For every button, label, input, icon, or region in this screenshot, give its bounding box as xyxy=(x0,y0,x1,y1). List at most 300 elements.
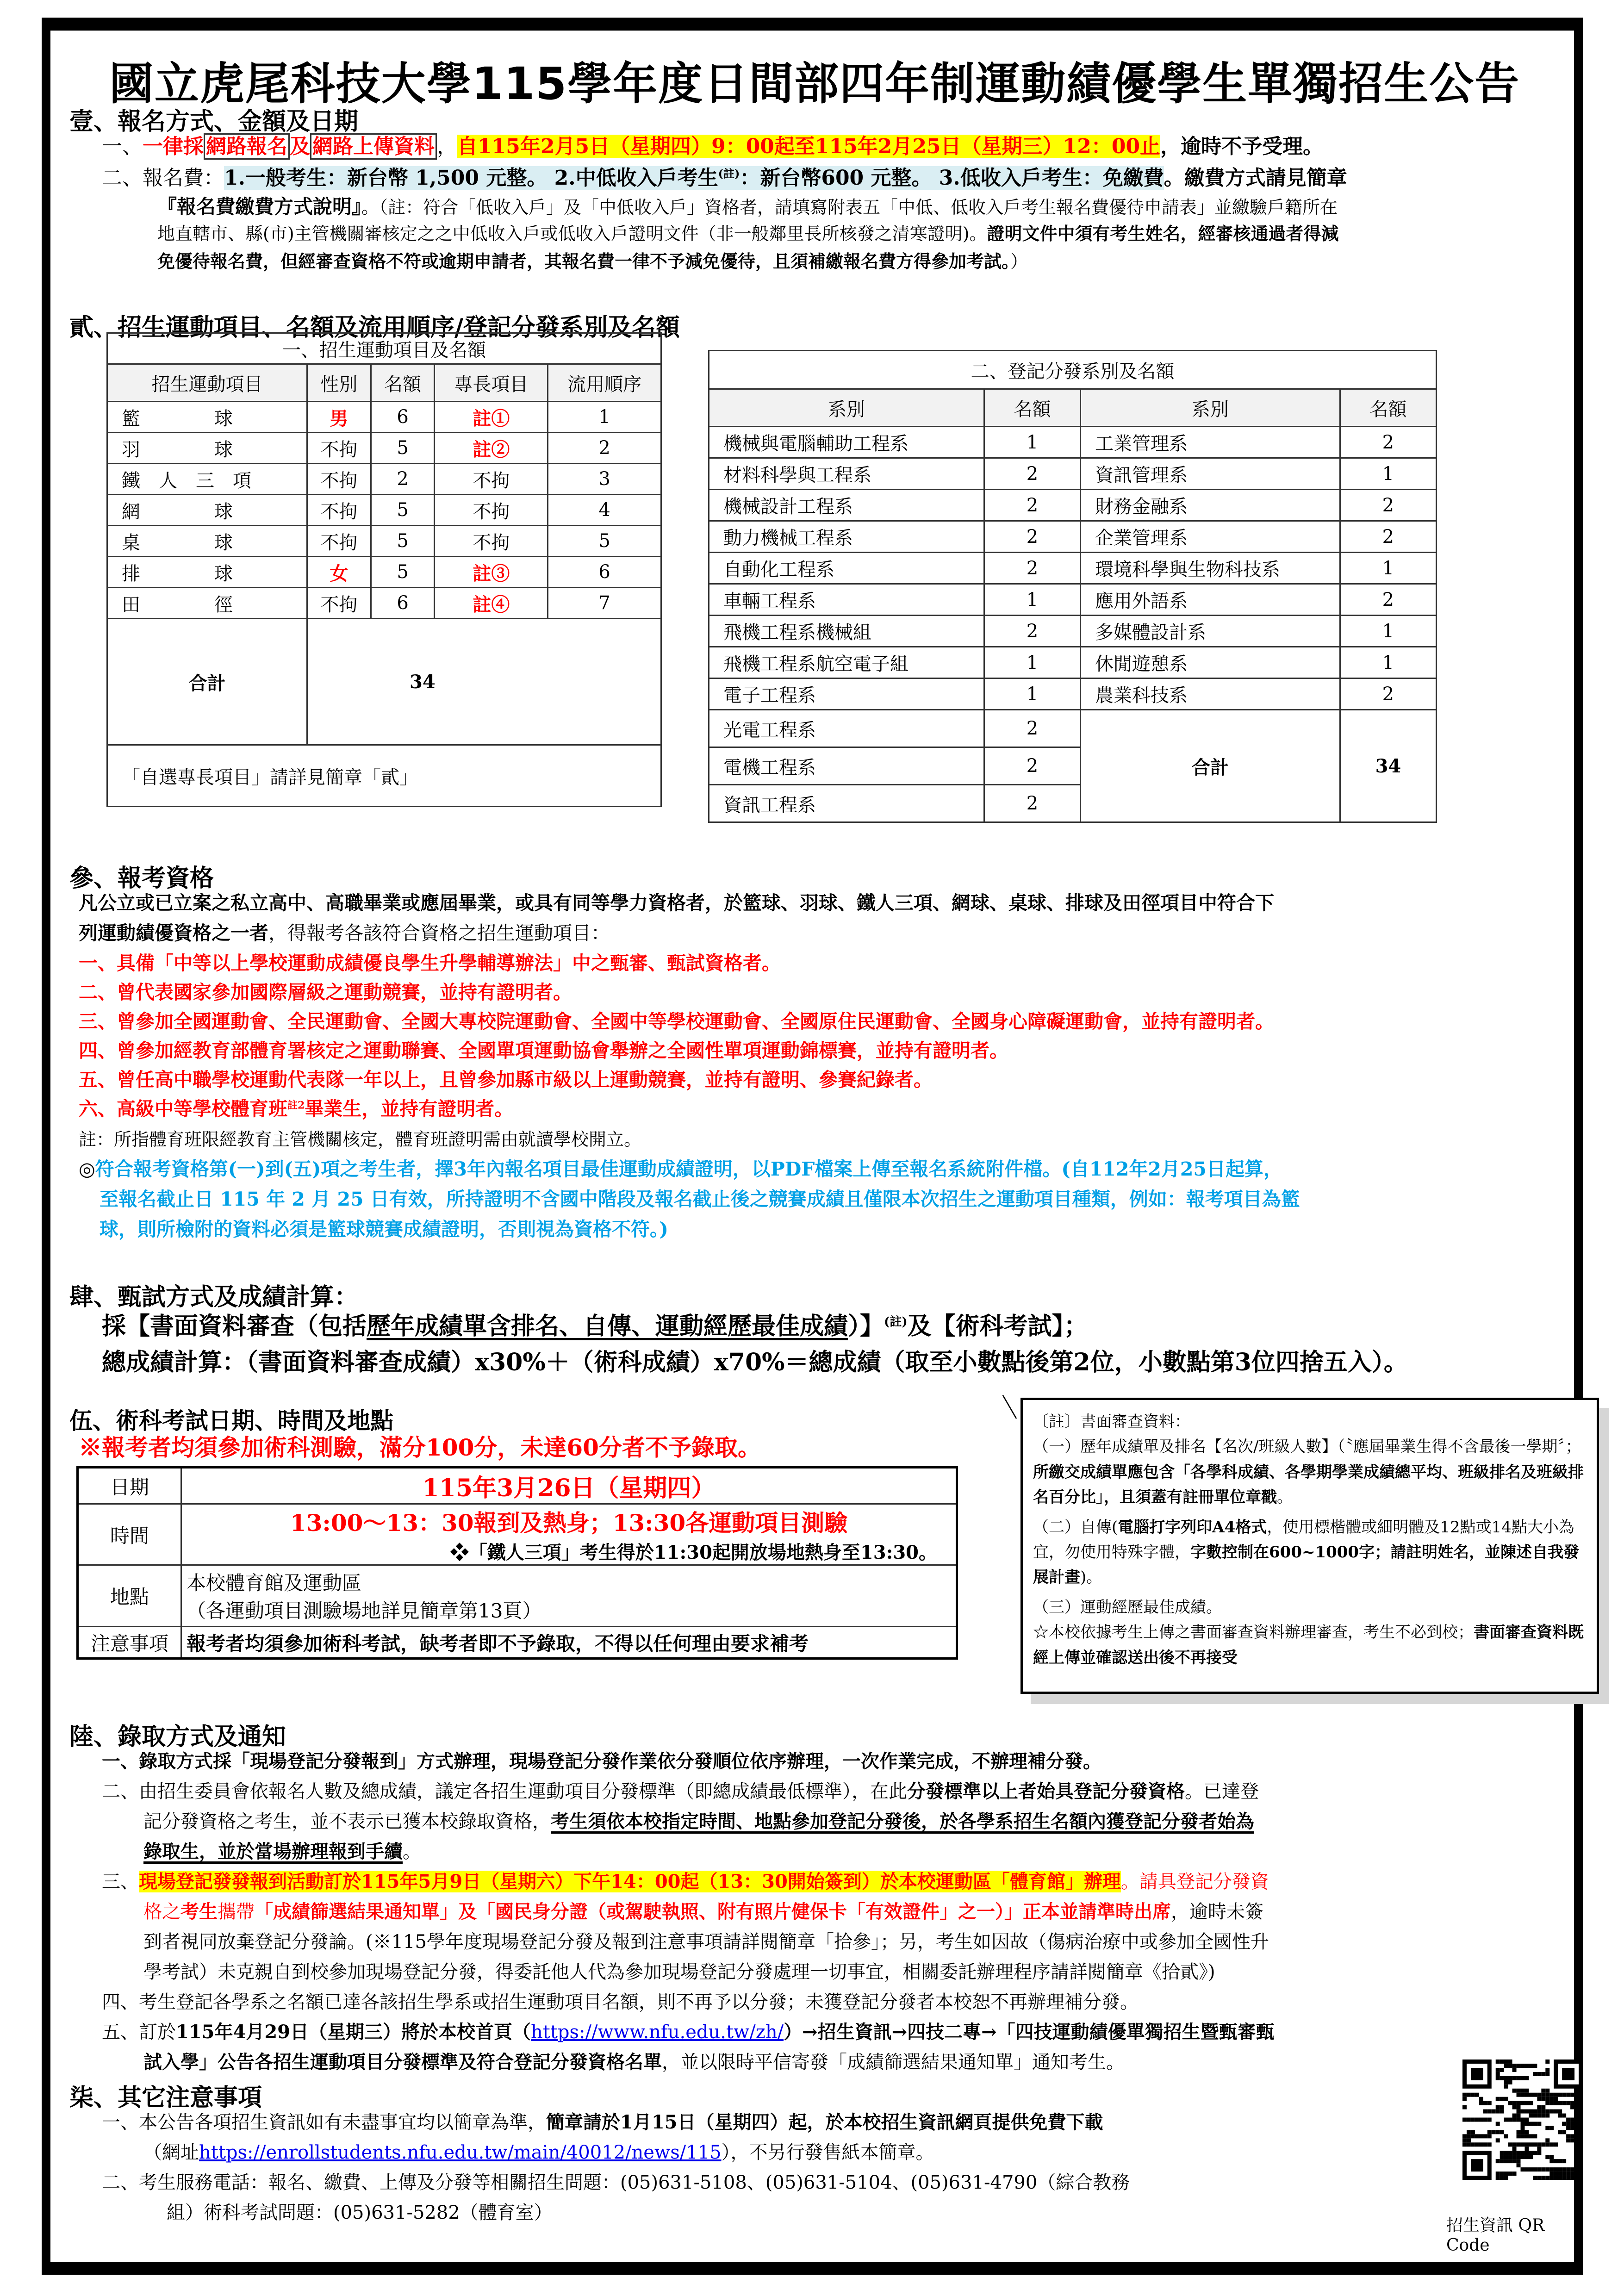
qr-module xyxy=(1574,2122,1579,2126)
qr-module xyxy=(1487,2130,1492,2134)
sec7-item-2: 二、考生服務電話：報名、繳費、上傳及分發等相關招生問題：(05)631-5108、(05)631-5104、(05)631-4790（綜合教務 xyxy=(102,2172,1130,2193)
qr-module xyxy=(1496,2130,1500,2134)
qr-module xyxy=(1558,2114,1562,2118)
nfu-homepage-link[interactable]: https://www.nfu.edu.tw/zh/ xyxy=(531,2022,784,2043)
sec6-item-4: 四、考生登記各學系之名額已達各該招生學系或招生運動項目名額，則不再予以分發；未獲登記分發者本校恕不再辦理補分發。 xyxy=(102,1991,1139,2013)
sec6-item-1: 一、錄取方式採「現場登記分發報到」方式辦理，現場登記分發作業依分發順位依序辦理，一次作業完成，不辦理補分發。 xyxy=(102,1750,1101,1772)
sports-table-footnote: 「自選專長項目」請詳見簡章「貳」 xyxy=(107,745,661,807)
qr-module xyxy=(1545,2060,1549,2064)
dept-table-row xyxy=(709,427,1437,458)
sports-table-row xyxy=(107,433,661,464)
sport-name: 排 球 xyxy=(107,557,307,588)
qr-module xyxy=(1504,2151,1508,2155)
qr-module xyxy=(1496,2076,1500,2080)
exam-place-value: 本校體育館及運動區 xyxy=(187,1572,362,1594)
qr-module xyxy=(1541,2176,1545,2180)
sport-gender: 不拘 xyxy=(307,433,371,464)
dept-name: 動力機械工程系 xyxy=(709,521,984,553)
qr-module xyxy=(1541,2072,1545,2076)
qr-module xyxy=(1529,2093,1533,2097)
qr-module xyxy=(1487,2109,1492,2114)
qr-module xyxy=(1504,2159,1508,2163)
header-order: 流用順序 xyxy=(548,364,661,402)
qr-module xyxy=(1508,2101,1512,2105)
sec1-item2-line3: 地直轄市、縣(市)主管機關審核定之之中低收入戶或低收入戶證明文件（非一般鄰里長所核發之清寒證明)。證明文件中須有考生姓名，經審核通過者得減 xyxy=(157,223,1339,244)
dept-table-row xyxy=(709,490,1437,521)
dept-table-row xyxy=(709,458,1437,490)
sec6-item-2-line2: 記分發資格之考生，並不表示已獲本校錄取資格，考生須依本校指定時間、地點參加登記分發後，於各學系招生名額內獲登記分發者始為 xyxy=(143,1811,1254,1832)
qr-module xyxy=(1512,2089,1517,2093)
sec3-note: 註：所指體育班限經教育主管機關核定，體育班證明需由就讀學校開立。 xyxy=(79,1129,642,1150)
qr-code-label: 招生資訊 QR Code xyxy=(1446,2216,1545,2255)
qr-module xyxy=(1533,2134,1537,2138)
qr-module xyxy=(1517,2114,1521,2118)
dept-quota: 2 xyxy=(1340,584,1436,616)
qr-module xyxy=(1471,2159,1483,2172)
sports-table-row xyxy=(107,557,661,588)
qr-module xyxy=(1558,2101,1562,2105)
exam-place-label: 地點 xyxy=(78,1565,181,1627)
sport-name: 羽 球 xyxy=(107,433,307,464)
qr-module xyxy=(1462,2118,1467,2122)
dept-quota: 2 xyxy=(984,710,1080,747)
qr-module xyxy=(1529,2122,1533,2126)
header-dept-right: 系別 xyxy=(1081,389,1340,427)
sport-name: 網 球 xyxy=(107,495,307,526)
qr-module xyxy=(1500,2060,1504,2064)
qr-module xyxy=(1545,2155,1549,2159)
qr-module xyxy=(1496,2138,1500,2142)
sec1-item2: 二、報名費：1.一般考生：新台幣 1,500 元整。 2.中低收入戶考生$^{(註)}$：新台幣600 元整。 3.低收入戶考生：免繳費。繳費方式請見簡章 xyxy=(102,166,1347,190)
qr-module xyxy=(1496,2072,1500,2076)
qr-module xyxy=(1521,2122,1525,2126)
qr-module xyxy=(1496,2122,1500,2126)
dept-table-row xyxy=(709,647,1437,678)
dept-quota: 2 xyxy=(984,553,1080,584)
qr-module xyxy=(1549,2176,1554,2180)
page-title: 國立虎尾科技大學115學年度日間部四年制運動績優學生單獨招生公告 xyxy=(109,58,1520,110)
qr-module xyxy=(1517,2105,1521,2109)
qr-module xyxy=(1570,2093,1574,2097)
qr-module xyxy=(1533,2142,1537,2147)
section-6-heading: 陸、錄取方式及通知 xyxy=(69,1723,286,1751)
qr-module xyxy=(1517,2109,1521,2114)
qr-module xyxy=(1549,2172,1554,2176)
qr-module xyxy=(1562,2101,1566,2105)
qr-module xyxy=(1496,2097,1500,2101)
qr-module xyxy=(1521,2093,1525,2097)
qr-module xyxy=(1579,2114,1583,2118)
qr-module xyxy=(1508,2118,1512,2122)
header-quota-right: 名額 xyxy=(1340,389,1436,427)
qr-module xyxy=(1504,2118,1508,2122)
qr-module xyxy=(1562,2114,1566,2118)
qr-module xyxy=(1508,2142,1512,2147)
dept-quota: 2 xyxy=(984,458,1080,490)
dept-name: 材料科學與工程系 xyxy=(709,458,984,490)
qr-module xyxy=(1558,2159,1562,2163)
qr-module xyxy=(1512,2064,1517,2068)
dept-name: 飛機工程系機械組 xyxy=(709,616,984,647)
exam-notice-value: 報考者均須參加術科考試，缺考者即不予錄取，不得以任何理由要求補考 xyxy=(181,1627,957,1659)
qr-module xyxy=(1541,2105,1545,2109)
dept-name: 休閒遊憩系 xyxy=(1081,647,1340,678)
qr-module xyxy=(1529,2064,1533,2068)
qr-module xyxy=(1504,2060,1508,2064)
qr-module xyxy=(1574,2155,1579,2159)
sec3-blue-line-1: ◎符合報考資格第(一)到(五)項之考生者，擇3年內報名項目最佳運動成績證明，以PDF檔案上傳至報名系統附件檔。(自112年2月25日起算， xyxy=(79,1158,1282,1180)
qr-module xyxy=(1496,2176,1500,2180)
sport-name: 鐵 人 三 項 xyxy=(107,464,307,495)
section-5-heading: 伍、術科考試日期、時間及地點 xyxy=(69,1407,393,1434)
qr-module xyxy=(1566,2172,1570,2176)
qr-module xyxy=(1471,2093,1475,2097)
qr-module xyxy=(1579,2172,1583,2176)
qr-module xyxy=(1517,2155,1521,2159)
sec7-item-1-line2: （網址https://enrollstudents.nfu.edu.tw/main/40012/news/115），不另行發售紙本簡章。 xyxy=(143,2142,934,2163)
qr-module xyxy=(1517,2134,1521,2138)
sec3-item-2: 二、曾代表國家參加國際層級之運動競賽，並持有證明者。 xyxy=(79,981,572,1003)
qr-module xyxy=(1524,2155,1529,2159)
sec6-item-3-line2: 格之考生攜帶「成績篩選結果通知單」及「國民身分證（或駕駛執照、附有照片健保卡「有效證件」之一）」正本並請準時出席，逾時未簽 xyxy=(143,1901,1263,1923)
qr-module xyxy=(1524,2118,1529,2122)
qr-module xyxy=(1529,2109,1533,2114)
section-7-heading: 柒、其它注意事項 xyxy=(69,2084,262,2112)
dept-name: 資訊工程系 xyxy=(709,785,984,822)
qr-module xyxy=(1566,2122,1570,2126)
qr-module xyxy=(1487,2134,1492,2138)
qr-module xyxy=(1524,2147,1529,2151)
sec7-item-1: 一、本公告各項招生資訊如有未盡事宜均以簡章為準，簡章請於1月15日（星期四）起，於本校招生資訊網頁提供免費下載 xyxy=(102,2111,1103,2133)
dept-quota: 2 xyxy=(984,616,1080,647)
qr-module xyxy=(1574,2172,1579,2176)
qr-module xyxy=(1570,2105,1574,2109)
dept-name: 企業管理系 xyxy=(1081,521,1340,553)
exam-time-note: ❖「鐵人三項」考生得於11:30起開放場地熱身至13:30。 xyxy=(450,1542,937,1563)
qr-module xyxy=(1533,2114,1537,2118)
sec3-item-1: 一、具備「中等以上學校運動成績優良學生升學輔導辦法」中之甄審、甄試資格者。 xyxy=(79,952,781,974)
dept-quota: 2 xyxy=(984,785,1080,822)
qr-module xyxy=(1533,2072,1537,2076)
qr-module xyxy=(1462,2093,1467,2097)
qr-module xyxy=(1549,2109,1554,2114)
qr-module xyxy=(1504,2076,1508,2080)
qr-module xyxy=(1524,2064,1529,2068)
qr-module xyxy=(1512,2159,1517,2163)
qr-module xyxy=(1467,2118,1471,2122)
dept-table-row xyxy=(709,678,1437,710)
dept-name: 財務金融系 xyxy=(1081,490,1340,521)
qr-module xyxy=(1467,2138,1471,2142)
sports-table-row xyxy=(107,402,661,433)
qr-module xyxy=(1496,2060,1500,2064)
qr-module xyxy=(1524,2134,1529,2138)
qr-module xyxy=(1504,2176,1508,2180)
dept-table-row xyxy=(709,553,1437,584)
dept-total-value: 34 xyxy=(1340,710,1436,822)
qr-module xyxy=(1549,2093,1554,2097)
qr-module xyxy=(1545,2167,1549,2172)
qr-module xyxy=(1521,2076,1525,2080)
qr-module xyxy=(1541,2142,1545,2147)
qr-module xyxy=(1541,2167,1545,2172)
qr-module xyxy=(1512,2068,1517,2072)
qr-module xyxy=(1521,2126,1525,2130)
qr-module xyxy=(1521,2142,1525,2147)
section-1-heading: 壹、報名方式、金額及日期 xyxy=(69,108,359,136)
qr-module xyxy=(1554,2142,1558,2147)
sport-name: 田 徑 xyxy=(107,588,307,619)
qr-module xyxy=(1545,2101,1549,2105)
dept-name: 電機工程系 xyxy=(709,747,984,785)
qr-module xyxy=(1521,2064,1525,2068)
qr-module xyxy=(1529,2114,1533,2118)
qr-module xyxy=(1545,2089,1549,2093)
sport-name: 籃 球 xyxy=(107,402,307,433)
dept-quota: 1 xyxy=(1340,647,1436,678)
registration-period: 自115年2月5日（星期四）9：00起至115年2月25日（星期三）12：00止 xyxy=(457,135,1161,158)
sport-specialty: 註① xyxy=(435,402,548,433)
qr-module xyxy=(1537,2122,1541,2126)
sec3-intro-1: 凡公立或已立案之私立高中、高職畢業或應屆畢業，或具有同等學力資格者，於籃球、羽球、鐵人三項、網球、桌球、排球及田徑項目中符合下 xyxy=(79,892,1274,914)
qr-module xyxy=(1524,2109,1529,2114)
qr-module xyxy=(1508,2076,1512,2080)
header-dept-left: 系別 xyxy=(709,389,984,427)
qr-module xyxy=(1517,2118,1521,2122)
sec3-item-6: 六、高級中等學校體育班$^{註2}$畢業生，並持有證明者。 xyxy=(79,1098,514,1120)
qr-module xyxy=(1508,2080,1512,2084)
qr-module xyxy=(1471,2142,1475,2147)
qr-module xyxy=(1504,2080,1508,2084)
qr-module xyxy=(1524,2167,1529,2172)
qr-module xyxy=(1537,2151,1541,2155)
sports-table-row xyxy=(107,464,661,495)
header-quota: 名額 xyxy=(371,364,435,402)
qr-module xyxy=(1467,2142,1471,2147)
qr-module xyxy=(1574,2105,1579,2109)
double-circle-icon: ◎ xyxy=(79,1158,95,1180)
sec6-item-3: 三、現場登記發發報到活動訂於115年5月9日（星期六）下午14：00起（13：30開始簽到）於本校運動區「體育館」辦理。請具登記分發資 xyxy=(102,1871,1269,1892)
qr-module xyxy=(1524,2076,1529,2080)
qr-module xyxy=(1529,2142,1533,2147)
qr-module xyxy=(1549,2142,1554,2147)
qr-module xyxy=(1558,2130,1562,2134)
dept-table-row xyxy=(709,521,1437,553)
section-2-heading: 貳、招生運動項目、名額及流用順序/登記分發系別及名額 xyxy=(69,314,680,342)
qr-module xyxy=(1483,2109,1487,2114)
sec3-blue-line-2: 至報名截止日 115 年 2 月 25 日有效，所持證明不含國中階段及報名截止後之競賽成績且僅限本次招生之運動項目種類，例如：報考項目為籃 xyxy=(100,1188,1300,1210)
dept-name: 資訊管理系 xyxy=(1081,458,1340,490)
exam-place-detail: （各運動項目測驗場地詳見簡章第13頁） xyxy=(187,1599,542,1622)
sport-order: 5 xyxy=(548,526,661,557)
qr-module xyxy=(1545,2109,1549,2114)
qr-module xyxy=(1500,2076,1504,2080)
qr-module xyxy=(1533,2176,1537,2180)
qr-module xyxy=(1496,2159,1500,2163)
header-gender: 性別 xyxy=(307,364,371,402)
qr-module xyxy=(1483,2101,1487,2105)
qr-module xyxy=(1512,2147,1517,2151)
dept-name: 機械與電腦輔助工程系 xyxy=(709,427,984,458)
qr-module xyxy=(1462,2138,1467,2142)
qr-module xyxy=(1524,2101,1529,2105)
sec3-blue-line-3: 球，則所檢附的資料必須是籃球競賽成績證明，否則視為資格不符。) xyxy=(100,1218,668,1240)
sec6-item-2: 二、由招生委員會依報名人數及總成績，議定各招生運動項目分發標準（即總成績最低標準），在此分發標準以上者始具登記分發資格。已達登 xyxy=(102,1780,1259,1802)
sport-order: 3 xyxy=(548,464,661,495)
qr-module xyxy=(1475,2093,1479,2097)
qr-module xyxy=(1512,2155,1517,2159)
qr-module xyxy=(1500,2068,1504,2072)
qr-module xyxy=(1579,2101,1583,2105)
qr-module xyxy=(1541,2093,1545,2097)
qr-module xyxy=(1566,2118,1570,2122)
dept-quota: 2 xyxy=(984,490,1080,521)
qr-module xyxy=(1517,2076,1521,2080)
qr-module xyxy=(1566,2126,1570,2130)
qr-module xyxy=(1521,2130,1525,2134)
qr-module xyxy=(1574,2176,1579,2180)
dept-name: 農業科技系 xyxy=(1081,678,1340,710)
exam-date-value: 115年3月26日（星期四） xyxy=(181,1468,957,1504)
qr-module xyxy=(1574,2114,1579,2118)
qr-module xyxy=(1508,2064,1512,2068)
qr-module xyxy=(1524,2142,1529,2147)
qr-module xyxy=(1517,2101,1521,2105)
qr-module xyxy=(1471,2134,1475,2138)
exam-notice-label: 注意事項 xyxy=(78,1627,181,1659)
qr-module xyxy=(1570,2126,1574,2130)
qr-module xyxy=(1467,2093,1471,2097)
qr-module xyxy=(1517,2142,1521,2147)
qr-module xyxy=(1517,2089,1521,2093)
header-specialty: 專長項目 xyxy=(435,364,548,402)
sport-gender: 不拘 xyxy=(307,588,371,619)
sec1-item2-line2: 『報名費繳費方式說明』。（註：符合「低收入戶」及「中低收入戶」資格者，請填寫附表五「中低、低收入戶考生報名費優待申請表」並繳驗戶籍所在 xyxy=(157,195,1338,218)
enroll-info-link[interactable]: https://enrollstudents.nfu.edu.tw/main/40012/news/115 xyxy=(199,2142,722,2163)
dept-table-caption: 二、登記分發系別及名額 xyxy=(709,351,1437,389)
qr-module xyxy=(1574,2101,1579,2105)
qr-module xyxy=(1570,2134,1574,2138)
qr-module xyxy=(1537,2142,1541,2147)
sports-table-row xyxy=(107,495,661,526)
dept-quota: 1 xyxy=(984,584,1080,616)
qr-module xyxy=(1521,2167,1525,2172)
qr-module xyxy=(1492,2109,1496,2114)
sport-specialty: 註③ xyxy=(435,557,548,588)
qr-module xyxy=(1562,2167,1566,2172)
sport-name: 桌 球 xyxy=(107,526,307,557)
qr-module xyxy=(1554,2109,1558,2114)
sport-quota: 5 xyxy=(371,433,435,464)
qr-module xyxy=(1512,2101,1517,2105)
qr-module xyxy=(1566,2134,1570,2138)
qr-module xyxy=(1475,2134,1479,2138)
sec6-item-5: 五、訂於115年4月29日（星期三）將於本校首頁（https://www.nfu.edu.tw/zh/）→招生資訊→四技二專→「四技運動績優單獨招生暨甄審甄 xyxy=(102,2021,1275,2043)
qr-module xyxy=(1545,2068,1549,2072)
qr-module xyxy=(1574,2126,1579,2130)
qr-module xyxy=(1554,2172,1558,2176)
qr-module xyxy=(1566,2176,1570,2180)
dept-quota: 2 xyxy=(984,521,1080,553)
qr-module xyxy=(1496,2105,1500,2109)
dept-name: 自動化工程系 xyxy=(709,553,984,584)
sport-specialty: 不拘 xyxy=(435,495,548,526)
sec3-intro-2: 列運動績優資格之一者，得報考各該符合資格之招生運動項目： xyxy=(79,922,610,944)
qr-module xyxy=(1566,2167,1570,2172)
sport-order: 4 xyxy=(548,495,661,526)
sec6-item-2-line3: 錄取生，並於當場辦理報到手續。 xyxy=(143,1841,421,1862)
qr-module xyxy=(1537,2167,1541,2172)
qr-code-icon[interactable] xyxy=(1456,2060,1590,2180)
sec6-item-3-line4: 學考試）未克親自到校參加現場登記分發，得委託他人代為參加現場登記分發處理一切事宜，相關委託辦理程序請詳閱簡章《拾貳》) xyxy=(143,1961,1215,1983)
sport-gender: 不拘 xyxy=(307,526,371,557)
qr-module xyxy=(1529,2155,1533,2159)
qr-module xyxy=(1500,2097,1504,2101)
qr-module xyxy=(1545,2138,1549,2142)
qr-module xyxy=(1479,2134,1483,2138)
qr-module xyxy=(1504,2064,1508,2068)
qr-module xyxy=(1479,2118,1483,2122)
sport-gender: 不拘 xyxy=(307,464,371,495)
qr-module xyxy=(1500,2159,1504,2163)
section-3-heading: 參、報考資格 xyxy=(69,865,214,892)
qr-module xyxy=(1492,2130,1496,2134)
qr-module xyxy=(1500,2130,1504,2134)
dept-table-row xyxy=(709,616,1437,647)
sec3-item-3: 三、曾參加全國運動會、全民運動會、全國大專校院運動會、全國中等學校運動會、全國原住民運動會、全國身心障礙運動會，並持有證明者。 xyxy=(79,1010,1274,1033)
qr-module xyxy=(1508,2155,1512,2159)
qr-module xyxy=(1537,2097,1541,2101)
dept-name: 環境科學與生物科技系 xyxy=(1081,553,1340,584)
qr-module xyxy=(1512,2151,1517,2155)
qr-module xyxy=(1562,2159,1566,2163)
sports-quota-table xyxy=(106,332,662,807)
qr-module xyxy=(1533,2093,1537,2097)
qr-module xyxy=(1508,2060,1512,2064)
qr-module xyxy=(1545,2097,1549,2101)
sport-quota: 5 xyxy=(371,557,435,588)
sport-gender: 男 xyxy=(307,402,371,433)
dept-name: 多媒體設計系 xyxy=(1081,616,1340,647)
sec7-item-2-line2: 組）術科考試問題：(05)631-5282（體育室） xyxy=(167,2202,553,2223)
qr-module xyxy=(1508,2172,1512,2176)
qr-module xyxy=(1529,2101,1533,2105)
qr-module xyxy=(1517,2130,1521,2134)
qr-module xyxy=(1467,2134,1471,2138)
dept-quota: 2 xyxy=(1340,678,1436,710)
qr-module xyxy=(1462,2134,1467,2138)
qr-module xyxy=(1537,2109,1541,2114)
qr-module xyxy=(1500,2105,1504,2109)
exam-schedule-table xyxy=(76,1466,958,1660)
qr-module xyxy=(1579,2176,1583,2180)
sec3-item-4: 四、曾參加經教育部體育署核定之運動聯賽、全國單項運動協會舉辦之全國性單項運動錦標賽，並持有證明者。 xyxy=(79,1039,1008,1062)
qr-module xyxy=(1500,2176,1504,2180)
qr-module xyxy=(1579,2155,1583,2159)
qr-module xyxy=(1524,2151,1529,2155)
dept-quota: 1 xyxy=(984,427,1080,458)
qr-module xyxy=(1570,2118,1574,2122)
dept-quota: 1 xyxy=(1340,616,1436,647)
qr-module xyxy=(1579,2167,1583,2172)
sec4-method: 採【書面資料審查（包括歷年成績單含排名、自傳、運動經歷最佳成績）】$^{(註)}$及【術科考試】； xyxy=(102,1312,1088,1340)
qr-module xyxy=(1537,2114,1541,2118)
qr-module xyxy=(1517,2163,1521,2167)
qr-module xyxy=(1574,2138,1579,2142)
qr-module xyxy=(1500,2109,1504,2114)
qr-module xyxy=(1545,2093,1549,2097)
qr-module xyxy=(1521,2109,1525,2114)
